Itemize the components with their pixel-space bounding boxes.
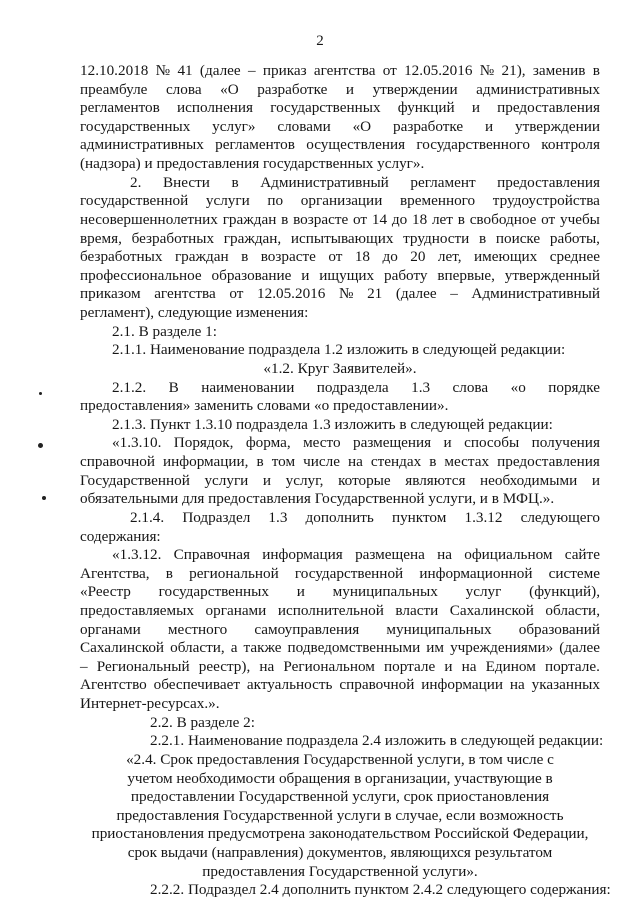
text-line: 2.1.3. Пункт 1.3.10 подраздела 1.3 изложить в следующей редакции: [112,415,553,433]
text-line: «2.4. Срок предоставления Государственной услуги, в том числе с [126,750,554,768]
text-line: 12.10.2018 № 41 (далее – приказ агентства от 12.05.2016 № 21), заменив в [80,62,600,79]
page-number: 2 [316,33,324,49]
text-line: регламентов исполнения государственных функций и предоставления [80,99,600,117]
text-line: 2.2. В разделе 2: [150,713,255,731]
text-line: административных регламентов осуществления государственного контроля [80,136,600,154]
text-line: 2.1. В разделе 1: [112,322,217,340]
text-line: «1.3.10. Порядок, форма, место размещения и способы получения [112,434,600,452]
text-line: государственной услуги по организации временного трудоустройства [80,192,600,210]
text-line: предоставлении Государственной услуги, срок приостановления [130,788,550,806]
text-line: предоставления Государственной услуги». [202,862,478,880]
text-line: 2. Внести в Административный регламент предоставления [130,173,600,191]
text-line: государственных услуг» словами «О разработке и утверждении [80,117,600,135]
text-line: 2.1.4. Подраздел 1.3 дополнить пунктом 1.3.12 следующего [130,508,600,526]
text-line: учетом необходимости обращения в организации, участвующие в [127,769,553,787]
text-line: «1.3.12. Справочная информация размещена на официальном сайте [112,546,600,564]
text-line: срок выдачи (направления) документов, являющихся результатом [127,844,553,862]
text-line: Государственной услуги и услуг, которые являются необходимыми и [80,471,600,489]
margin-mark [42,496,46,500]
text-line: предоставляемых органами исполнительной власти Сахалинской области, [80,601,600,619]
text-line: регламент), следующие изменения: [80,304,309,322]
text-line: время, безработных граждан, испытывающих трудности в поиске работы, [80,229,600,247]
text-line: обязательными для предоставления Государственной услуги, и в МФЦ.». [80,490,555,508]
text-line: безработных граждан в возрасте от 18 до 20 лет, имеющих среднее [80,248,600,266]
text-line: приказом агентства от 12.05.2016 № 21 (далее – Административный [80,285,600,303]
margin-mark [38,443,43,448]
text-line: 2.1.2. В наименовании подраздела 1.3 слова «о порядке [112,378,600,396]
margin-mark [39,392,42,395]
text-line: органами местного самоуправления муниципальных образований [80,620,600,638]
text-line: 2.2.2. Подраздел 2.4 дополнить пунктом 2.4.2 следующего содержания: [150,881,611,899]
text-line: «1.2. Круг Заявителей». [263,359,417,377]
text-line: Агентство обеспечивает актуальность справочной информации на указанных [80,676,600,694]
text-line: преамбуле слова «О разработке и утверждении административных [80,80,600,98]
text-line: Агентства, в региональной государственной информационной системе [80,564,600,582]
text-line: «Реестр государственных и муниципальных услуг (функций), [80,583,600,601]
text-line: профессиональное образование и ищущих работу впервые, утвержденный [80,266,600,284]
text-line: содержания: [80,527,161,545]
text-line: 2.2.1. Наименование подраздела 2.4 изложить в следующей редакции: [150,732,604,750]
text-line: несовершеннолетних граждан в возрасте от 14 до 18 лет в свободное от учебы [80,210,600,228]
text-line: (надзора) и предоставления государственных услуг». [80,155,425,173]
text-line: Сахалинской области, а также подведомственными им учреждениями» (далее [80,639,600,657]
text-line: 2.1.1. Наименование подраздела 1.2 изложить в следующей редакции: [112,341,566,359]
text-line: предоставления» заменить словами «о предоставлении». [80,397,449,415]
text-line: Интернет-ресурсах.». [80,695,220,713]
text-line: – Региональный реестр), на Региональном портале и на Едином портале. [80,657,600,675]
text-line: справочной информации, в том числе на стендах в местах предоставления [80,453,600,471]
text-line: приостановления предусмотрена законодательством Российской Федерации, [91,825,589,843]
text-line: предоставления Государственной услуги в случае, если возможность [116,806,564,824]
